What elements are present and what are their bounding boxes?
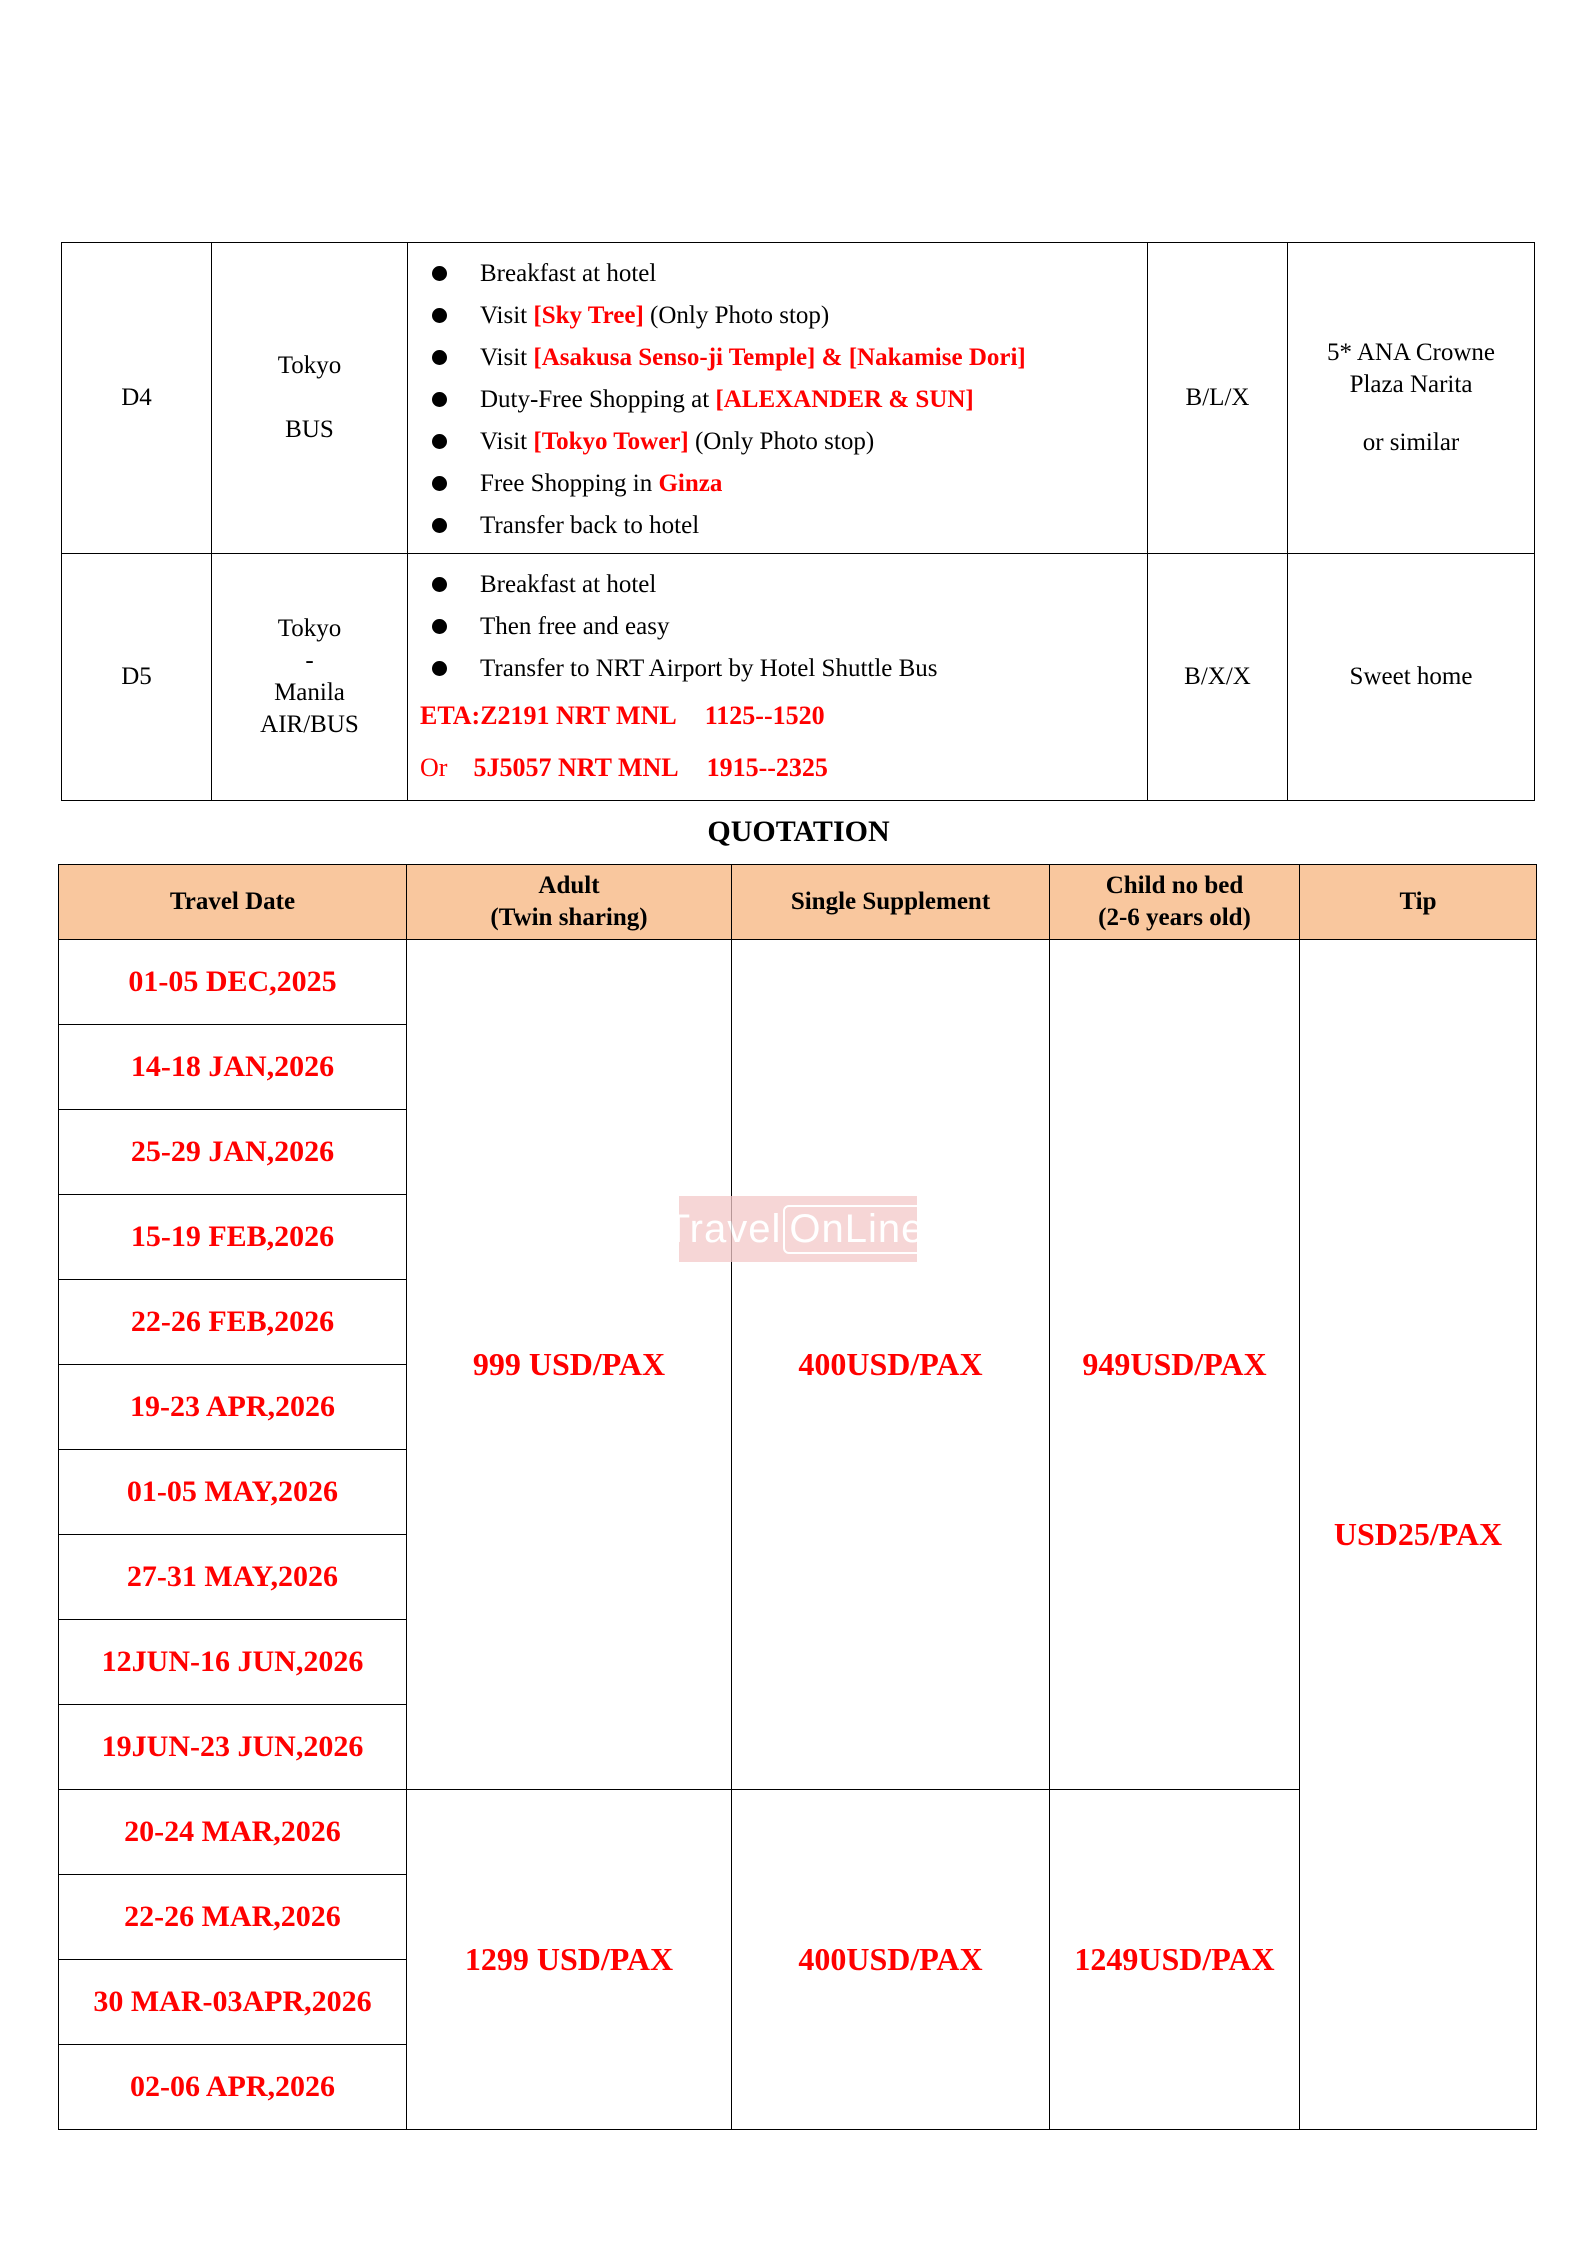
quotation-row bbox=[59, 940, 1537, 1025]
travel-date-cell: 14-18 JAN,2026 bbox=[59, 1025, 407, 1110]
activity-text: Duty-Free Shopping at bbox=[480, 386, 716, 413]
activity-text: Breakfast at hotel bbox=[480, 260, 657, 287]
flight-line bbox=[420, 742, 1147, 794]
activity-text: (Only Photo stop) bbox=[643, 302, 830, 329]
travel-date-cell: 30 MAR-03APR,2026 bbox=[59, 1960, 407, 2045]
activity-text: [Asakusa Senso-ji Temple] & [Nakamise Dori] bbox=[533, 344, 1026, 371]
place-cell bbox=[212, 554, 408, 801]
activity-text: Visit bbox=[480, 428, 534, 455]
day-cell: D5 bbox=[62, 554, 212, 801]
activity-item bbox=[420, 463, 1147, 505]
activity-item bbox=[420, 253, 1147, 295]
place-line: Tokyo bbox=[277, 352, 342, 379]
activity-text: (Only Photo stop) bbox=[688, 428, 875, 455]
activity-item bbox=[420, 379, 1147, 421]
hotel-line: or similar bbox=[1362, 429, 1460, 456]
travel-date-cell: 15-19 FEB,2026 bbox=[59, 1195, 407, 1280]
hotel-line: Plaza Narita bbox=[1349, 371, 1473, 398]
activity-text: Free Shopping in bbox=[480, 470, 659, 497]
itinerary-row bbox=[62, 554, 1535, 801]
header-child-line2: (2-6 years old) bbox=[1098, 904, 1251, 931]
travel-date-cell: 25-29 JAN,2026 bbox=[59, 1110, 407, 1195]
travel-date-cell: 01-05 DEC,2025 bbox=[59, 940, 407, 1025]
activity-item bbox=[420, 295, 1147, 337]
adult-price-cell: 1299 USD/PAX bbox=[407, 1790, 732, 2130]
watermark-part2: OnLine bbox=[783, 1205, 930, 1254]
travel-date-cell: 22-26 FEB,2026 bbox=[59, 1280, 407, 1365]
flight-line bbox=[420, 690, 1147, 742]
flight-code: Z2191 NRT MNL bbox=[480, 701, 677, 730]
activity-item bbox=[420, 421, 1147, 463]
travel-date-cell: 27-31 MAY,2026 bbox=[59, 1535, 407, 1620]
activity-text: Visit bbox=[480, 344, 534, 371]
flight-time: 1125--1520 bbox=[704, 701, 825, 730]
hotel-line: 5* ANA Crowne bbox=[1326, 339, 1496, 366]
activity-text: Visit bbox=[480, 302, 534, 329]
travel-date-cell: 22-26 MAR,2026 bbox=[59, 1875, 407, 1960]
travel-date-cell: 01-05 MAY,2026 bbox=[59, 1450, 407, 1535]
travel-date-cell: 20-24 MAR,2026 bbox=[59, 1790, 407, 1875]
tip-cell: USD25/PAX bbox=[1300, 940, 1537, 2130]
activity-text: Breakfast at hotel bbox=[480, 571, 657, 598]
activity-item bbox=[420, 337, 1147, 379]
single-price-cell: 400USD/PAX bbox=[732, 940, 1050, 1790]
header-adult bbox=[407, 865, 732, 940]
header-adult-line1: Adult bbox=[538, 872, 600, 899]
place-line: BUS bbox=[285, 416, 334, 443]
child-price-cell: 949USD/PAX bbox=[1050, 940, 1300, 1790]
header-travel-date: Travel Date bbox=[59, 865, 407, 940]
flight-prefix: Or bbox=[420, 753, 448, 782]
activity-item bbox=[420, 505, 1147, 547]
place-line: - bbox=[305, 647, 314, 674]
travelonline-watermark-logo bbox=[665, 1196, 925, 1262]
itinerary-row bbox=[62, 243, 1535, 554]
activity-item bbox=[420, 648, 1147, 690]
header-adult-line2: (Twin sharing) bbox=[490, 904, 648, 931]
header-tip: Tip bbox=[1300, 865, 1537, 940]
activity-text: [ALEXANDER & SUN] bbox=[715, 386, 974, 413]
flight-prefix: ETA: bbox=[420, 701, 481, 730]
activities-cell bbox=[408, 243, 1148, 554]
quotation-header-row bbox=[59, 865, 1537, 940]
single-price-cell: 400USD/PAX bbox=[732, 1790, 1050, 2130]
place-line: Manila bbox=[274, 679, 345, 706]
flight-code: 5J5057 NRT MNL bbox=[473, 753, 679, 782]
travel-date-cell: 19JUN-23 JUN,2026 bbox=[59, 1705, 407, 1790]
place-line: Tokyo bbox=[277, 615, 342, 642]
header-child bbox=[1050, 865, 1300, 940]
activity-item bbox=[420, 564, 1147, 606]
day-cell: D4 bbox=[62, 243, 212, 554]
activities-cell bbox=[408, 554, 1148, 801]
activity-text: [Tokyo Tower] bbox=[533, 428, 689, 455]
activity-text: Transfer back to hotel bbox=[480, 512, 700, 539]
child-price-cell: 1249USD/PAX bbox=[1050, 1790, 1300, 2130]
travel-date-cell: 19-23 APR,2026 bbox=[59, 1365, 407, 1450]
header-child-line1: Child no bed bbox=[1105, 872, 1244, 899]
meals-cell: B/L/X bbox=[1148, 243, 1288, 554]
travel-date-cell: 02-06 APR,2026 bbox=[59, 2045, 407, 2130]
itinerary-table bbox=[61, 242, 1535, 801]
hotel-line bbox=[1288, 401, 1534, 427]
activity-list bbox=[420, 253, 1147, 547]
meals-cell: B/X/X bbox=[1148, 554, 1288, 801]
quotation-title: QUOTATION bbox=[707, 815, 890, 848]
hotel-cell bbox=[1288, 554, 1535, 801]
adult-price-cell: 999 USD/PAX bbox=[407, 940, 732, 1790]
watermark-part1: Travel bbox=[665, 1206, 782, 1251]
activity-item bbox=[420, 606, 1147, 648]
activity-text: Then free and easy bbox=[480, 613, 670, 640]
hotel-line: Sweet home bbox=[1349, 663, 1473, 690]
activity-text: Transfer to NRT Airport by Hotel Shuttle Bus bbox=[480, 655, 938, 682]
flight-time: 1915--2325 bbox=[706, 753, 828, 782]
hotel-cell bbox=[1288, 243, 1535, 554]
activity-text: Ginza bbox=[658, 470, 723, 497]
header-single-supplement: Single Supplement bbox=[732, 865, 1050, 940]
activity-text: [Sky Tree] bbox=[533, 302, 644, 329]
quotation-table bbox=[58, 864, 1537, 2130]
activity-list bbox=[420, 564, 1147, 690]
place-line: AIR/BUS bbox=[260, 711, 359, 738]
place-cell bbox=[212, 243, 408, 554]
travel-date-cell: 12JUN-16 JUN,2026 bbox=[59, 1620, 407, 1705]
